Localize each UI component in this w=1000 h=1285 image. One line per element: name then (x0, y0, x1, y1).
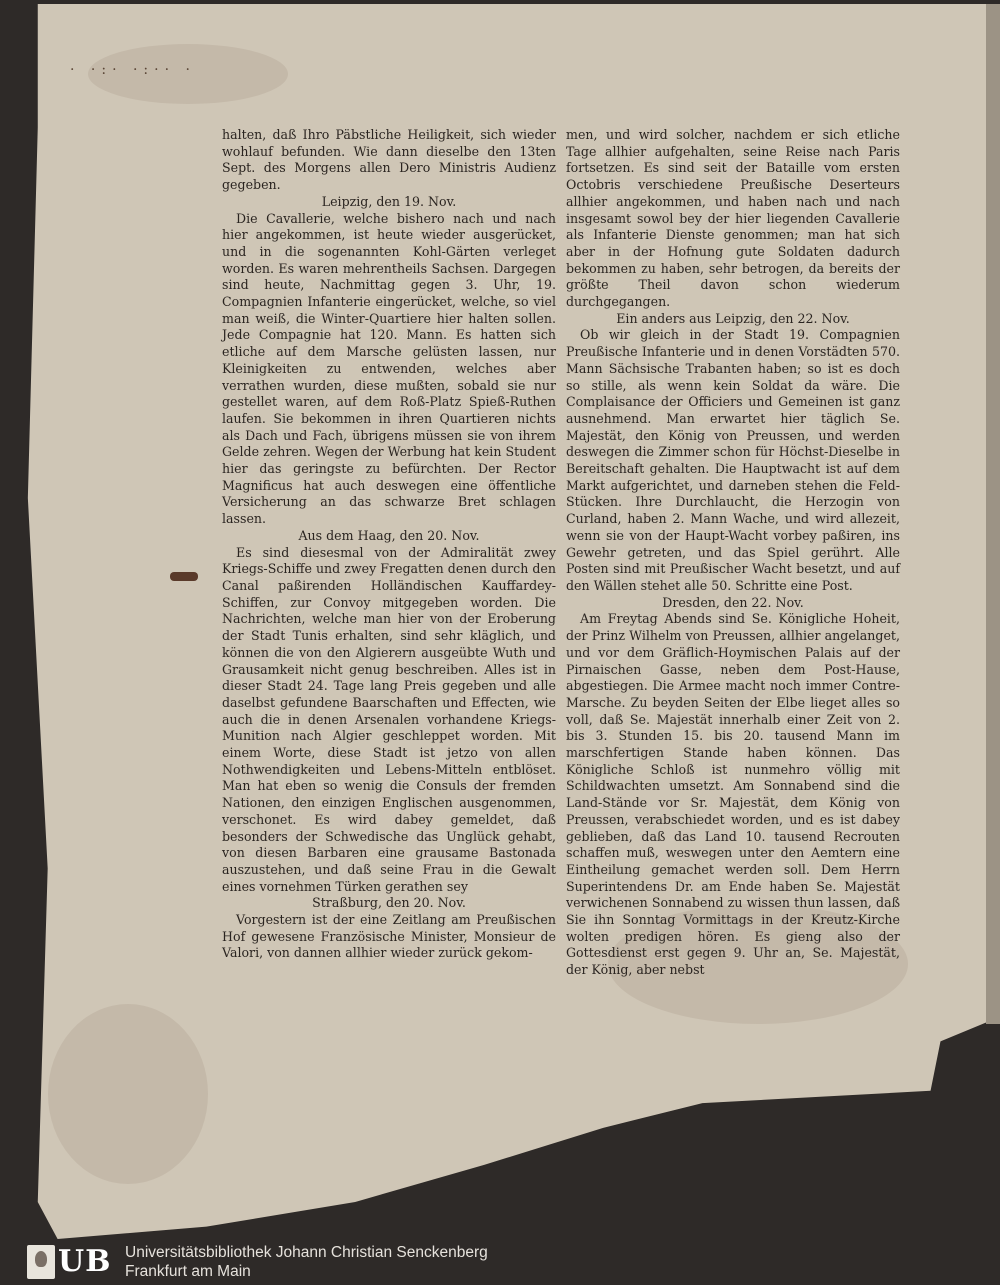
footer-bar (0, 1239, 1000, 1285)
left-paragraph-3: Es sind diesesmal von der Admiralität zwey Kriegs-Schiffe und zwey Fregatten denen durch den Canal paßirenden Holländischen Kauffardey-Schiffen, zur Convoy mitgegeben worden. Die Nachrichten, welche man hier von der Eroberung der Stadt Tunis erhalten, sind sehr kläglich, und können die von den Algierern ausgeübte Wuth und Grausamkeit nicht genug beschreiben. Alles ist in dieser Stadt 24. Tage lang Preis gegeben und alle daselbst gefundene Baarschaften und Effecten, wie auch die in denen Arsenalen vorhandene Kriegs-Munition nach Algier geschleppet worden. Mit einem Worte, diese Stadt ist jetzo von allen Nothwendigkeiten und Lebens-Mitteln entblöset. Man hat eben so wenig die Consuls der fremden Nationen, den einzigen Englischen ausgenommen, verschonet. Es wird dabey gemeldet, daß besonders der Schwedische das Unglück gehabt, von diesen Barbaren eine grausame Bastonada auszustehen, und daß seine Frau in die Gewalt eines vornehmen Türken gerathen sey (222, 544, 556, 894)
dateline-leipzig-22: Ein anders aus Leipzig, den 22. Nov. (616, 310, 850, 326)
dateline-dresden-22: Dresden, den 22. Nov. (662, 594, 804, 610)
dateline-haag-20: Aus dem Haag, den 20. Nov. (298, 527, 480, 543)
right-paragraph-2: Ob wir gleich in der Stadt 19. Compagnien Preußische Infanterie und in denen Vorstädten 570. Mann Sächsische Trabanten haben; so ist es doch so stille, als wenn kein Soldat da wäre. Die Complaisance der Officiers und Gemeinen ist ganz ausnehmend. Man erwartet hier täglich Se. Majestät, den König von Preussen, und werden deswegen die Zimmer schon für Höchst-Dieselbe in Bereitschaft gehalten. Die Hauptwacht ist auf dem Markt aufgerichtet, und darneben stehen die Feld-Stücken. Ihre Durchlaucht, die Herzogin von Curland, haben 2. Mann Wache, und wird allezeit, wenn sie von der Haupt-Wacht vorbey paßiren, ins Gewehr getreten, und das Spiel gerührt. Alle Posten sind mit Preußischer Wacht besetzt, und auf den Wällen stehet alle 50. Schritte eine Post. (566, 327, 900, 593)
right-paragraph-3: Am Freytag Abends sind Se. Königliche Hoheit, der Prinz Wilhelm von Preussen, allhier angelanget, und vor dem Gräflich-Hoymischen Palais auf der Pirnaischen Gasse, neben dem Post-Hause, abgestiegen. Die Armee macht noch immer Contre-Marsche. Zu beyden Seiten der Elbe lieget alles so voll, daß Se. Majestät innerhalb einer Zeit von 2. bis 3. Stunden 15. bis 20. tausend Mann im marschfertigen Stande haben können. Das Königliche Schloß ist nunmehro völlig mit Schildwachten umsetzt. Am Sonnabend sind die Land-Stände vor Sr. Majestät, dem König von Preussen, verabschiedet worden, und es ist dabey geblieben, daß das Land 10. tausend Recrouten schaffen muß, weswegen unter den Aemtern eine Eintheilung gemachet werden soll. Dem Herrn Superintendens Dr. am Ende haben Se. Majestät verwichenen Sonnabend zu wissen thun lassen, daß Sie ihn Sonntag Vormittags in der Kreutz-Kirche wolten predigen hören. Es gieng also der Gottesdienst erst gegen 9. Uhr an, Se. Majestät, der König, aber nebst (566, 611, 900, 978)
ink-stain (170, 572, 198, 581)
institution-name (125, 1243, 488, 1281)
left-paragraph-4: Vorgestern ist der eine Zeitlang am Preußischen Hof gewesene Französische Minister, Monsieur de Valori, von dannen allhier wieder zurück gekom- (222, 912, 556, 961)
dateline-leipzig-19: Leipzig, den 19. Nov. (321, 193, 457, 209)
institution-line-1: Universitätsbibliothek Johann Christian Senckenberg (125, 1244, 488, 1261)
ink-marks: · ·:· ·:·· · (70, 62, 196, 78)
right-paragraph-1: men, und wird solcher, nachdem er sich etliche Tage allhier aufgehalten, seine Reise nach Paris fortsetzen. Es sind seit der Bataille vom ersten Octobris verschiedene Preußische Deserteurs allhier angekommen, und haben nach und nach insgesamt sowol bey der hier liegenden Cavallerie als Infanterie Dienste genommen; man hat sich aber in der Hofnung gute Soldaten dadurch bekommen zu haben, sehr betrogen, da bereits der größte Theil davon schon wiederum durchgegangen. (566, 127, 900, 310)
right-column (566, 127, 900, 979)
left-paragraph-1: halten, daß Ihro Päbstliche Heiligkeit, sich wieder wohlauf befunden. Wie dann dieselbe den 13ten Sept. des Morgens allen Dero Ministris Audienz gegeben. (222, 127, 556, 193)
institution-line-2: Frankfurt am Main (125, 1263, 251, 1280)
ub-logo[interactable]: UB (58, 1244, 112, 1279)
dateline-strassburg-20: Straßburg, den 20. Nov. (312, 895, 466, 911)
left-column (222, 127, 556, 962)
senckenberg-portrait-icon (27, 1245, 55, 1279)
left-paragraph-2: Die Cavallerie, welche bishero nach und nach hier angekommen, ist heute wieder ausgerücket, und in die sogenannten Kohl-Gärten verleget worden. Es waren mehrentheils Sachsen. Dargegen sind heute, Nachmittag gegen 3. Uhr, 19. Compagnien Infanterie eingerücket, welche, so viel man weiß, die Winter-Quartiere hier halten sollen. Jede Compagnie hat 120. Mann. Es hatten sich etliche auf dem Marsche gelüsten lassen, nur Kleinigkeiten zu entwenden, welches aber verrathen wurden, diese mußten, sobald sie nur gestellet waren, auf dem Roß-Platz Spieß-Ruthen laufen. Sie bekommen in ihren Quartieren nichts als Dach und Fach, übrigens müssen sie von ihrem Gelde zehren. Wegen der Werbung hat kein Student hier das geringste zu befürchten. Der Rector Magnificus hat auch deswegen eine öffentliche Versicherung an das schwarze Bret schlagen lassen. (222, 210, 556, 527)
page-edge (986, 4, 1000, 1024)
